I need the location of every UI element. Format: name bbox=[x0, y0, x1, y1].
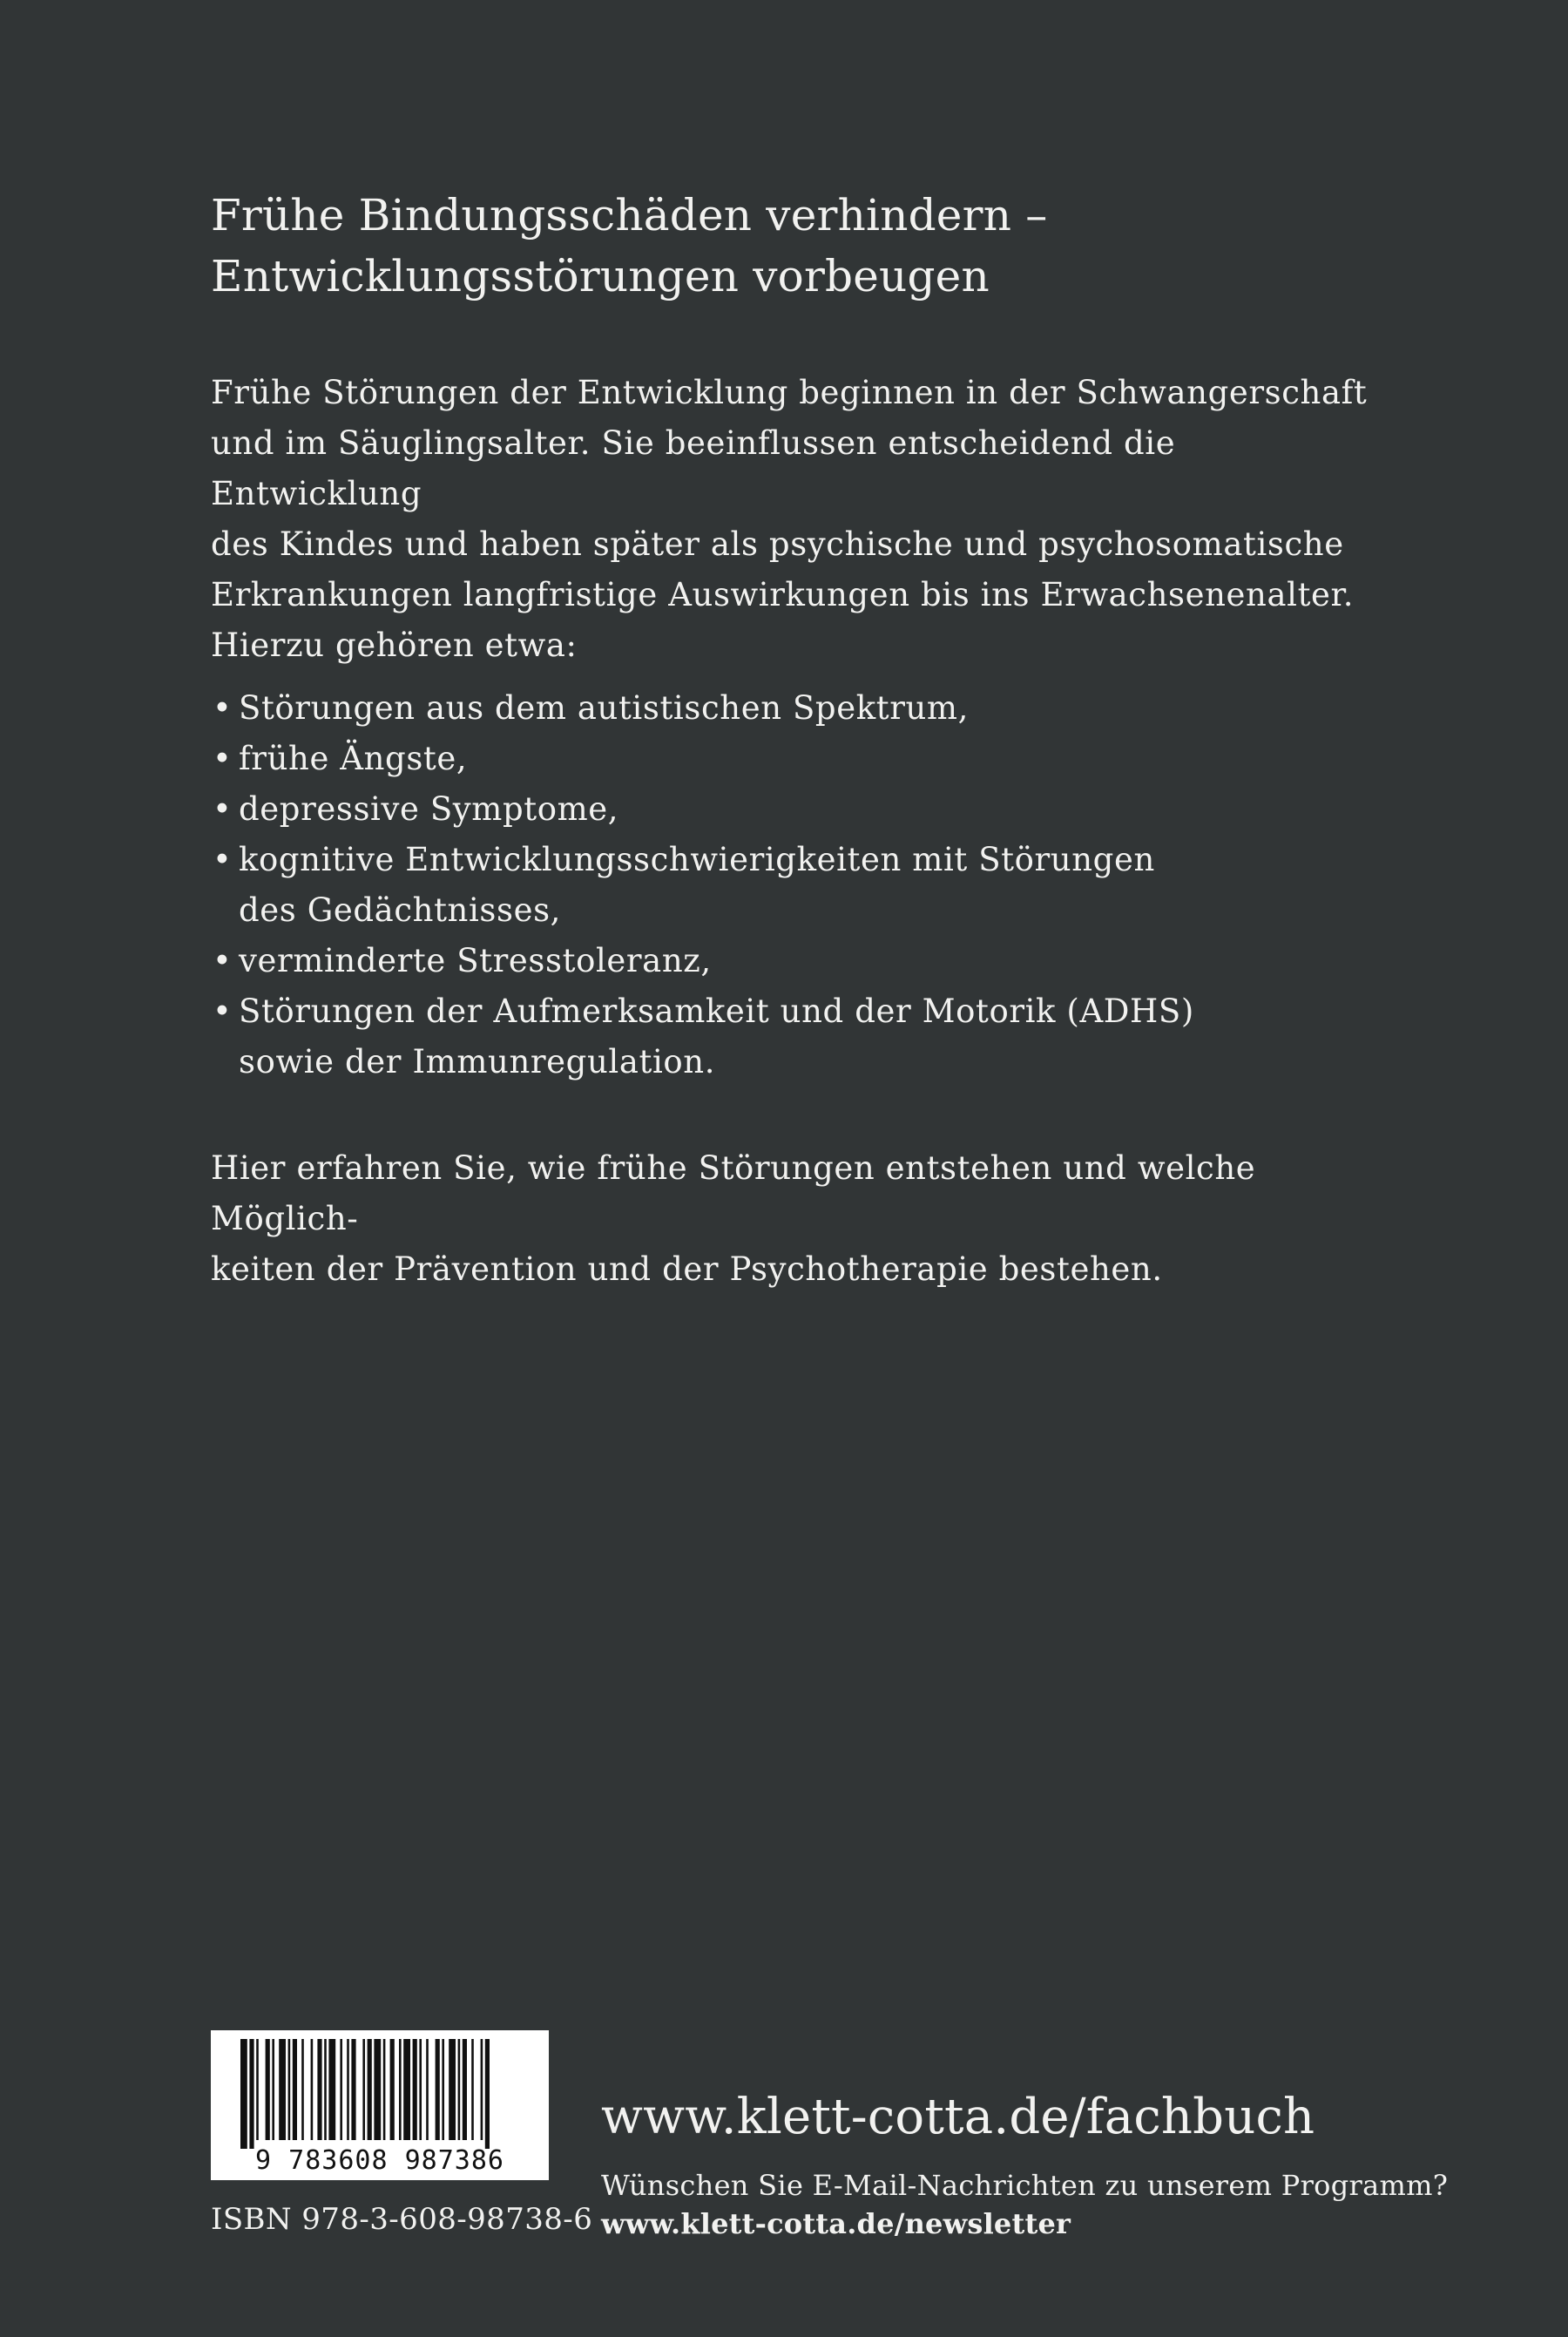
newsletter-link[interactable]: www.klett-cotta.de/newsletter bbox=[601, 2207, 1071, 2240]
list-item bbox=[211, 936, 1378, 986]
intro-line-4: Erkrankungen langfristige Auswirkungen bis ins Erwachsenenalter. bbox=[211, 576, 1355, 613]
outro-line-1: Hier erfahren Sie, wie frühe Störungen entstehen und welche Möglich- bbox=[211, 1149, 1256, 1237]
barcode-bar bbox=[390, 2039, 395, 2140]
barcode-bar bbox=[413, 2039, 417, 2140]
list-item bbox=[211, 784, 1378, 835]
list-item bbox=[211, 986, 1378, 1087]
barcode-bar bbox=[442, 2039, 444, 2140]
bullet-icon: • bbox=[213, 790, 233, 828]
intro-line-2: und im Säuglingsalter. Sie beeinflussen entscheidend die Entwicklung bbox=[211, 424, 1176, 512]
barcode-bar bbox=[293, 2039, 297, 2140]
list-item-text: Störungen der Aufmerksamkeit und der Motorik (ADHS) bbox=[239, 992, 1194, 1030]
list-item-text: Störungen aus dem autistischen Spektrum, bbox=[239, 689, 969, 727]
barcode-bar bbox=[458, 2039, 461, 2140]
list-item-text: frühe Ängste, bbox=[239, 740, 468, 777]
symptom-list bbox=[211, 683, 1378, 1087]
barcode-bar bbox=[481, 2039, 483, 2140]
bullet-icon: • bbox=[213, 740, 233, 777]
intro-line-3: des Kindes und haben später als psychische und psychosomatische bbox=[211, 525, 1344, 563]
barcode-bar bbox=[399, 2039, 402, 2140]
barcode-bar bbox=[288, 2039, 291, 2140]
barcode-bar bbox=[249, 2039, 253, 2149]
barcode-bar bbox=[240, 2039, 247, 2149]
barcode-bar bbox=[256, 2039, 259, 2140]
barcode-bar bbox=[301, 2039, 304, 2140]
barcode-bar bbox=[340, 2039, 342, 2140]
back-cover-text bbox=[211, 185, 1378, 1288]
outro-line-2: keiten der Prävention und der Psychotherapie bestehen. bbox=[211, 1250, 1163, 1288]
intro-line-1: Frühe Störungen der Entwicklung beginnen in der Schwangerschaft bbox=[211, 374, 1368, 411]
barcode-bar bbox=[347, 2039, 349, 2140]
barcode-bar bbox=[419, 2039, 422, 2140]
barcode-bar bbox=[362, 2039, 365, 2140]
newsletter-question: Wünschen Sie E-Mail-Nachrichten zu unserem Programm? bbox=[601, 2169, 1449, 2202]
barcode-bar bbox=[324, 2039, 327, 2140]
barcode-bar bbox=[426, 2039, 429, 2140]
barcode-bar bbox=[485, 2039, 490, 2149]
publisher-website[interactable]: www.klett-cotta.de/fachbuch bbox=[601, 2089, 1315, 2145]
outro-paragraph bbox=[211, 1143, 1378, 1295]
barcode-bar bbox=[272, 2039, 274, 2140]
barcode-bar bbox=[351, 2039, 355, 2140]
barcode-bar bbox=[279, 2039, 286, 2140]
barcode-bar bbox=[449, 2039, 456, 2140]
barcode-bar bbox=[317, 2039, 321, 2140]
list-item-text-continued: sowie der Immunregulation. bbox=[239, 1043, 716, 1080]
bullet-icon: • bbox=[213, 992, 233, 1030]
isbn: ISBN 978-3-608-98738-6 bbox=[211, 2202, 593, 2237]
bullet-icon: • bbox=[213, 689, 233, 727]
list-lead: Hierzu gehören etwa: bbox=[211, 627, 578, 664]
barcode-bar bbox=[383, 2039, 386, 2140]
intro-paragraph bbox=[211, 368, 1378, 620]
barcode-bar bbox=[368, 2039, 372, 2140]
barcode-bar bbox=[311, 2039, 314, 2140]
headline-line-2: Entwicklungsstörungen vorbeugen bbox=[211, 251, 990, 301]
headline bbox=[211, 185, 1378, 307]
barcode-digits: 9 783608 987386 bbox=[255, 2145, 504, 2176]
list-item-text: depressive Symptome, bbox=[239, 790, 619, 828]
list-item bbox=[211, 683, 1378, 734]
barcode-bar bbox=[328, 2039, 335, 2140]
barcode-bar bbox=[463, 2039, 467, 2140]
barcode-bar bbox=[403, 2039, 410, 2140]
list-item bbox=[211, 835, 1378, 936]
bullet-icon: • bbox=[213, 841, 233, 878]
barcode-bar bbox=[374, 2039, 381, 2140]
barcode bbox=[211, 2030, 549, 2180]
bullet-icon: • bbox=[213, 942, 233, 979]
barcode-bar bbox=[266, 2039, 270, 2140]
list-item-text: verminderte Stresstoleranz, bbox=[239, 942, 712, 979]
headline-line-1: Frühe Bindungsschäden verhindern – bbox=[211, 190, 1048, 240]
list-item-text: kognitive Entwicklungsschwierigkeiten mit Störungen bbox=[239, 841, 1155, 878]
list-item-text-continued: des Gedächtnisses, bbox=[239, 891, 562, 929]
barcode-bar bbox=[471, 2039, 474, 2140]
list-item bbox=[211, 734, 1378, 784]
barcode-bar bbox=[436, 2039, 440, 2140]
